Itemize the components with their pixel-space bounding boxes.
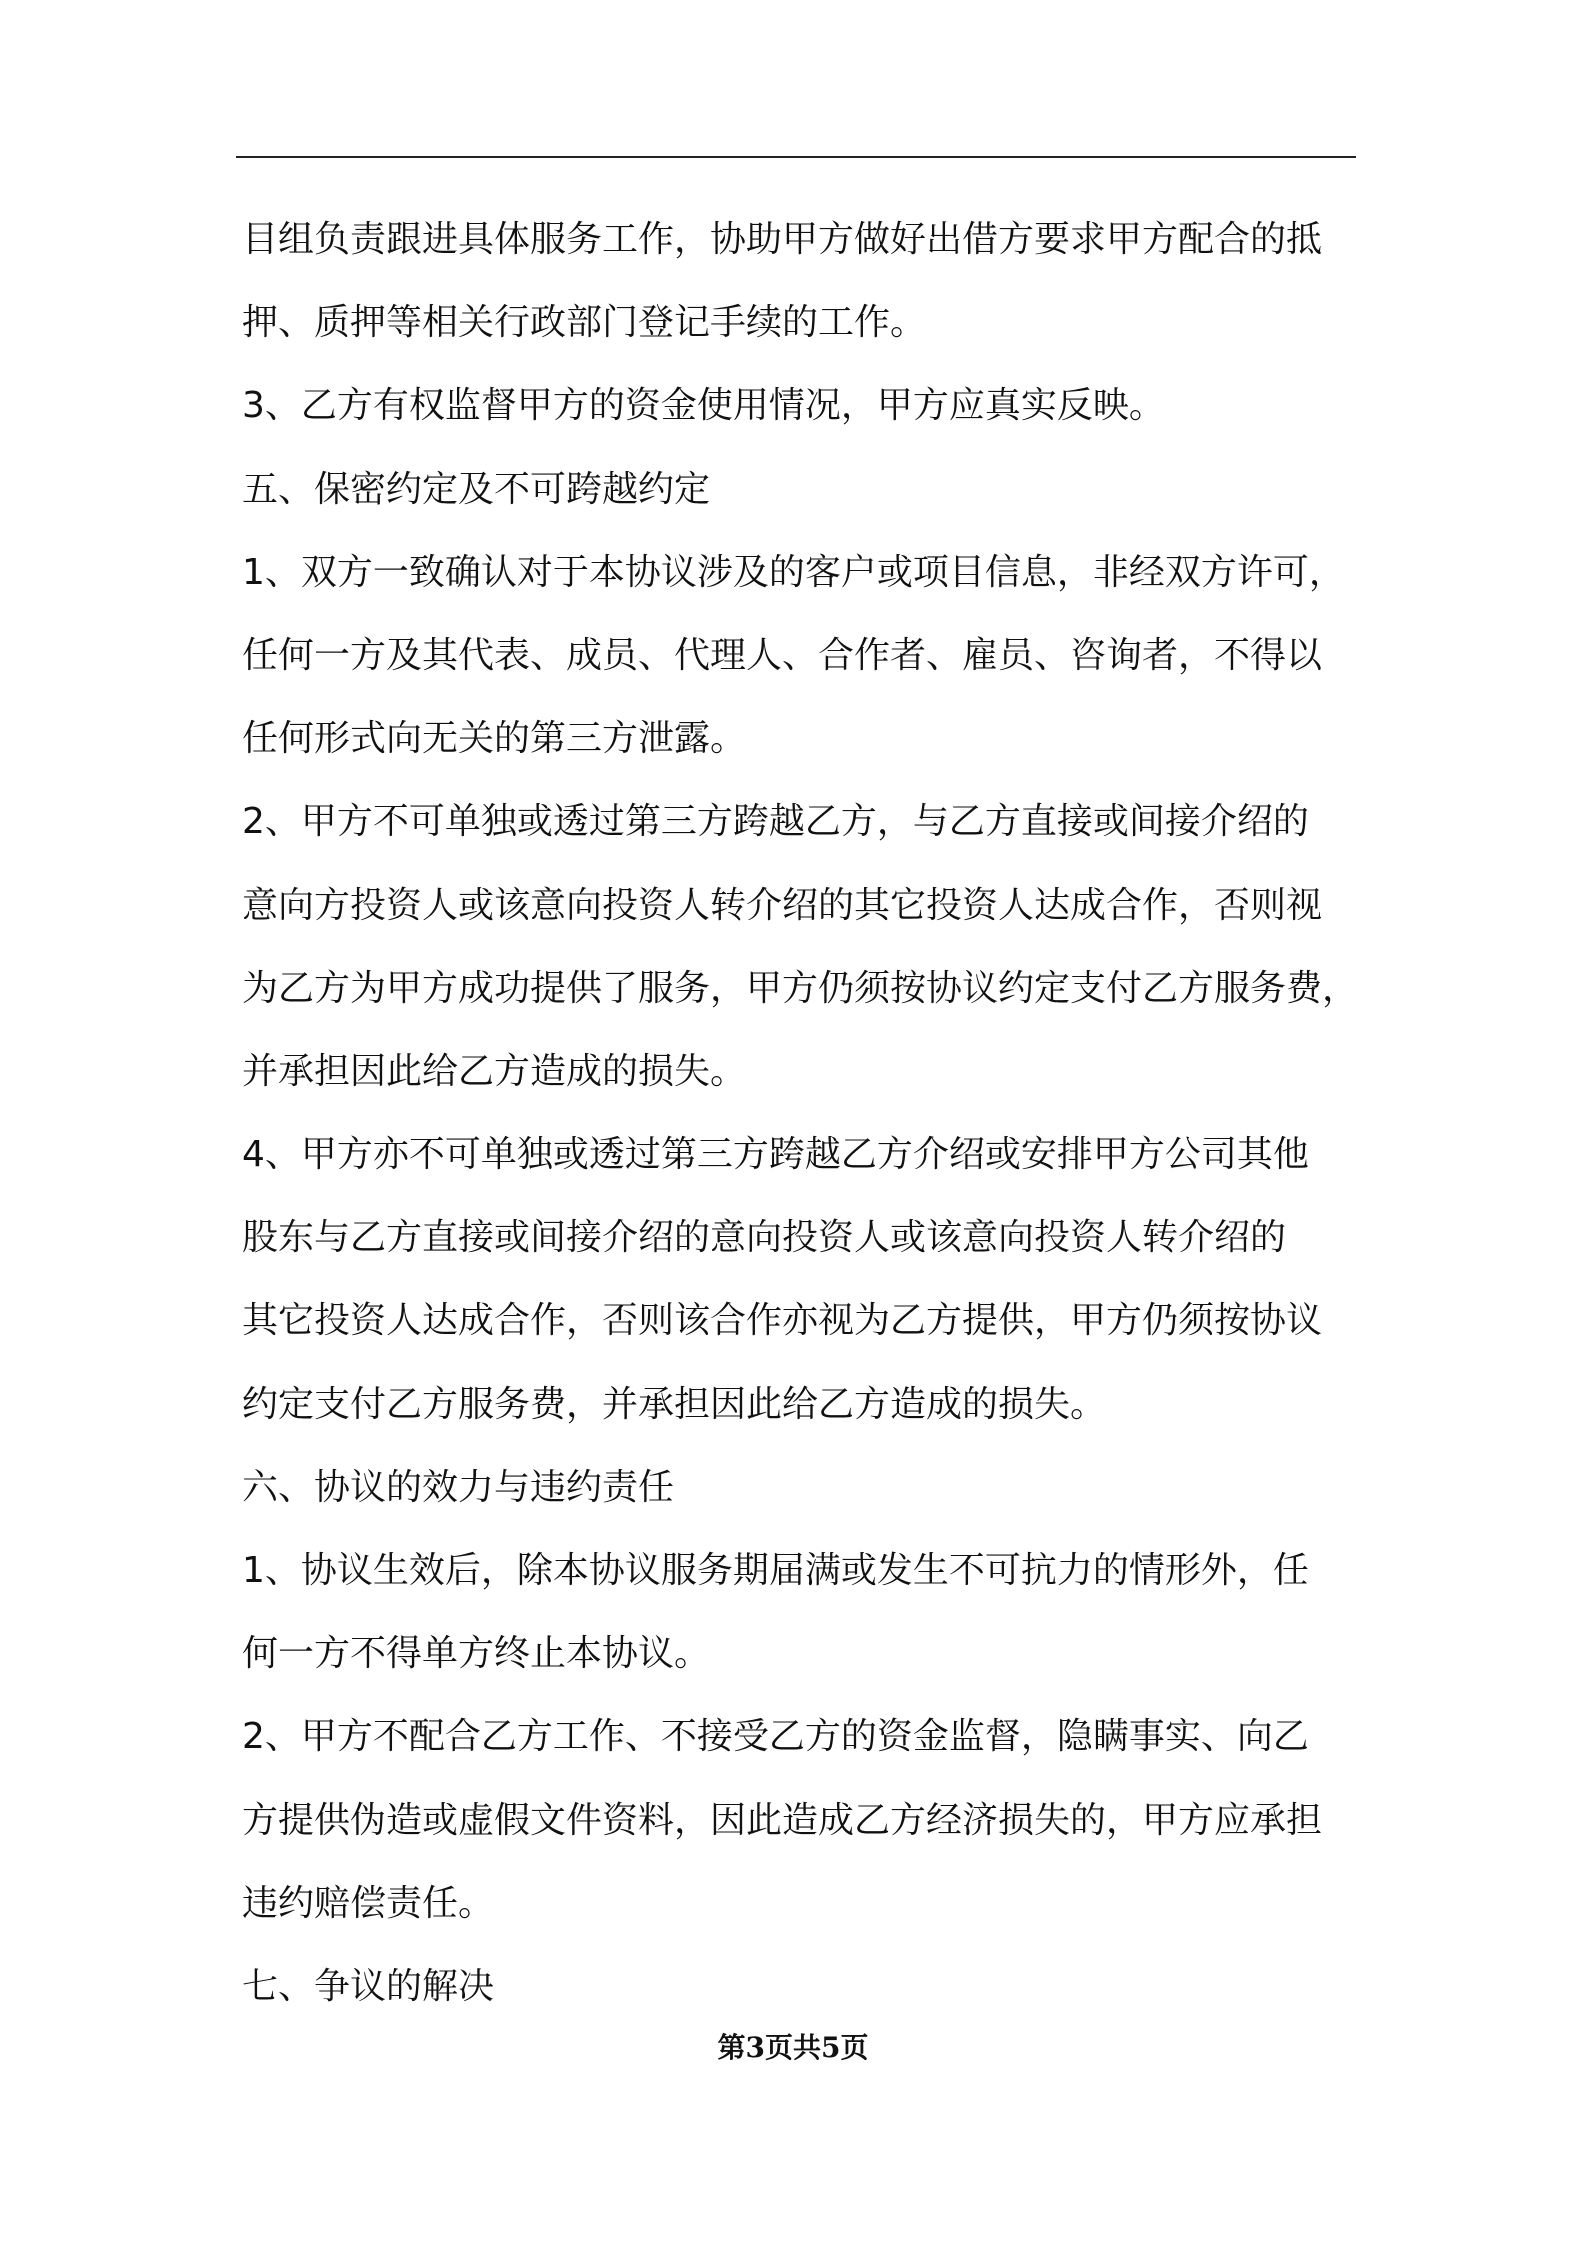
text-line: 3、乙方有权监督甲方的资金使用情况，甲方应真实反映。: [242, 385, 1165, 427]
text-line: 目组负责跟进具体服务工作，协助甲方做好出借方要求甲方配合的抵: [242, 219, 1323, 260]
text-line: 2、甲方不配合乙方工作、不接受乙方的资金监督，隐瞒事实、向乙: [242, 1716, 1309, 1758]
section-heading: 六、协议的效力与违约责任: [242, 1466, 675, 1508]
text-line: 意向方投资人或该意向投资人转介绍的其它投资人达成合作，否则视: [242, 884, 1323, 926]
section-heading: 七、争议的解决: [242, 1965, 495, 2007]
text-line: 为乙方为甲方成功提供了服务，甲方仍须按协议约定支付乙方服务费，: [242, 967, 1359, 1009]
text-line: 2、甲方不可单独或透过第三方跨越乙方，与乙方直接或间接介绍的: [242, 801, 1309, 843]
section-heading: 五、保密约定及不可跨越约定: [242, 468, 711, 510]
text-line: 任何形式向无关的第三方泄露。: [242, 718, 747, 760]
page-number: 第3页共5页: [717, 2031, 869, 2064]
text-line: 并承担因此给乙方造成的损失。: [242, 1050, 747, 1092]
text-line: 4、甲方亦不可单独或透过第三方跨越乙方介绍或安排甲方公司其他: [242, 1134, 1309, 1176]
text-line: 押、质押等相关行政部门登记手续的工作。: [242, 302, 927, 344]
header-rule: [236, 156, 1356, 158]
document-body: [242, 198, 1392, 2028]
text-line: 1、双方一致确认对于本协议涉及的客户或项目信息，非经双方许可，: [242, 551, 1345, 593]
text-line: 1、协议生效后，除本协议服务期届满或发生不可抗力的情形外，任: [242, 1550, 1309, 1591]
text-line: 任何一方及其代表、成员、代理人、合作者、雇员、咨询者，不得以: [242, 634, 1323, 676]
text-line: 其它投资人达成合作，否则该合作亦视为乙方提供，甲方仍须按协议: [242, 1300, 1323, 1342]
text-line: 约定支付乙方服务费，并承担因此给乙方造成的损失。: [242, 1383, 1107, 1425]
text-line: 何一方不得单方终止本协议。: [242, 1633, 711, 1675]
text-line: 股东与乙方直接或间接介绍的意向投资人或该意向投资人转介绍的: [242, 1217, 1287, 1259]
text-line: 方提供伪造或虚假文件资料，因此造成乙方经济损失的，甲方应承担: [242, 1799, 1323, 1841]
text-line: 违约赔偿责任。: [242, 1882, 495, 1924]
